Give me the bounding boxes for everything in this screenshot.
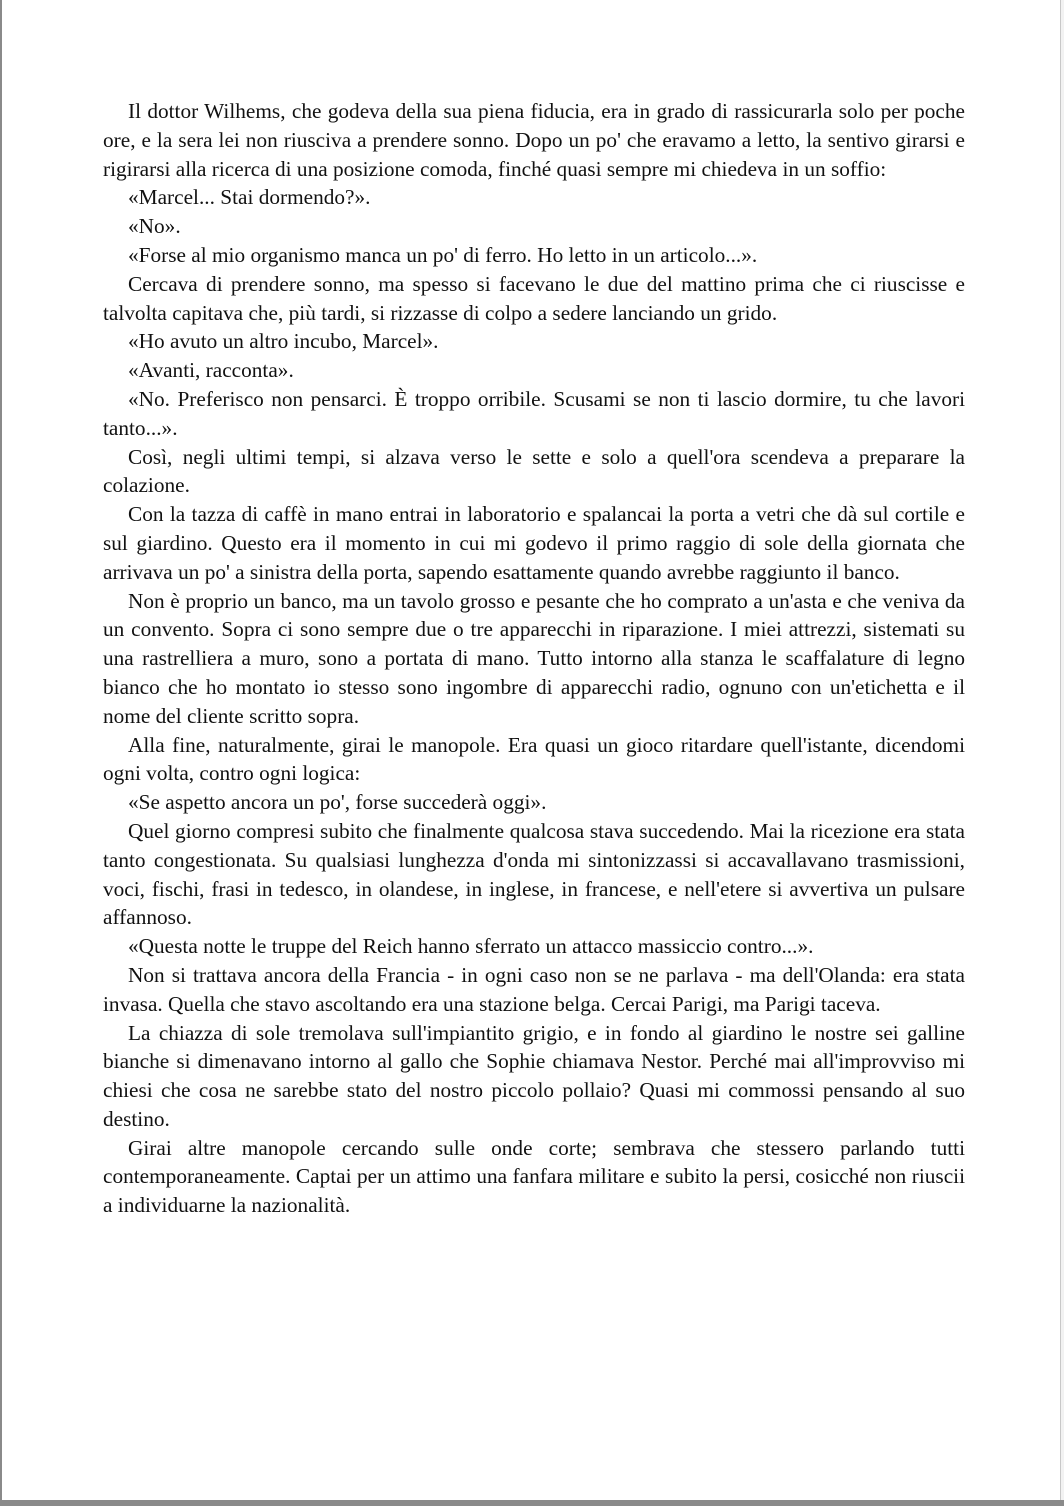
paragraph: Girai altre manopole cercando sulle onde corte; sembrava che stessero parlando tutti contemporaneamente. Captai per un attimo una fanfara militare e subito la persi, cosicché non riuscii a individuarne la nazionalità. [103, 1135, 965, 1218]
document-page [2, 0, 1060, 1500]
paragraph: Non si trattava ancora della Francia - in ogni caso non se ne parlava - ma dell'Olanda: era stata invasa. Quella che stavo ascoltando era una stazione belga. Cercai Parigi, ma Parigi taceva. [103, 962, 965, 1016]
paragraph: Il dottor Wilhems, che godeva della sua piena fiducia, era in grado di rassicurarla solo per poche ore, e la sera lei non riusciva a prendere sonno. Dopo un po' che eravamo a letto, la sentivo girarsi e rigirarsi alla ricerca di una posizione comoda, finché quasi sempre mi chiedeva in un soffio: [103, 99, 965, 181]
dialogue-line: «No. Preferisco non pensarci. È troppo orribile. Scusami se non ti lascio dormire, tu che lavori tanto...». [103, 386, 965, 440]
page-edge-right [1060, 0, 1064, 1506]
page-edge-bottom [0, 1500, 1064, 1506]
dialogue-line: «Questa notte le truppe del Reich hanno sferrato un attacco massiccio contro...». [128, 934, 814, 959]
paragraph: Non è proprio un banco, ma un tavolo grosso e pesante che ho comprato a un'asta e che veniva da un convento. Sopra ci sono sempre due o tre apparecchi in riparazione. I miei attrezzi, sistemati su una rastrelliera a muro, sono a portata di mano. Tutto intorno alla stanza le scaffalature di legno bianco che ho montato io stesso sono ingombre di apparecchi radio, ognuno con un'etichetta e il nome del cliente scritto sopra. [103, 588, 965, 728]
page-text-body [103, 97, 965, 1220]
paragraph: La chiazza di sole tremolava sull'impiantito grigio, e in fondo al giardino le nostre sei galline bianche si dimenavano intorno al gallo che Sophie chiamava Nestor. Perché mai all'improvviso mi chiesi che cosa ne sarebbe stato del nostro piccolo pollaio? Quasi mi commossi pensando al suo destino. [103, 1020, 965, 1131]
paragraph: Con la tazza di caffè in mano entrai in laboratorio e spalancai la porta a vetri che dà sul cortile e sul giardino. Questo era il momento in cui mi godevo il primo raggio di sole della giornata che arrivava un po' a sinistra della porta, sapendo esattamente quando avrebbe raggiunto il banco. [103, 502, 965, 584]
dialogue-line: «Se aspetto ancora un po', forse succederà oggi». [128, 790, 547, 815]
dialogue-line: «Marcel... Stai dormendo?». [128, 185, 371, 210]
dialogue-line: «No». [128, 214, 181, 239]
paragraph: Così, negli ultimi tempi, si alzava verso le sette e solo a quell'ora scendeva a preparare la colazione. [103, 444, 965, 498]
dialogue-line: «Forse al mio organismo manca un po' di ferro. Ho letto in un articolo...». [128, 242, 758, 267]
paragraph: Alla fine, naturalmente, girai le manopole. Era quasi un gioco ritardare quell'istante, dicendomi ogni volta, contro ogni logica: [103, 732, 965, 786]
paragraph: Cercava di prendere sonno, ma spesso si facevano le due del mattino prima che ci riuscisse e talvolta capitava che, più tardi, si rizzasse di colpo a sedere lanciando un grido. [103, 271, 965, 325]
dialogue-line: «Ho avuto un altro incubo, Marcel». [128, 329, 439, 354]
paragraph: Quel giorno compresi subito che finalmente qualcosa stava succedendo. Mai la ricezione era stata tanto congestionata. Su qualsiasi lunghezza d'onda mi sintonizzassi si accavallavano trasmissioni, voci, fischi, frasi in tedesco, in olandese, in inglese, in francese, e nell'etere si avvertiva un pulsare affannoso. [103, 818, 965, 930]
dialogue-line: «Avanti, racconta». [128, 358, 294, 383]
